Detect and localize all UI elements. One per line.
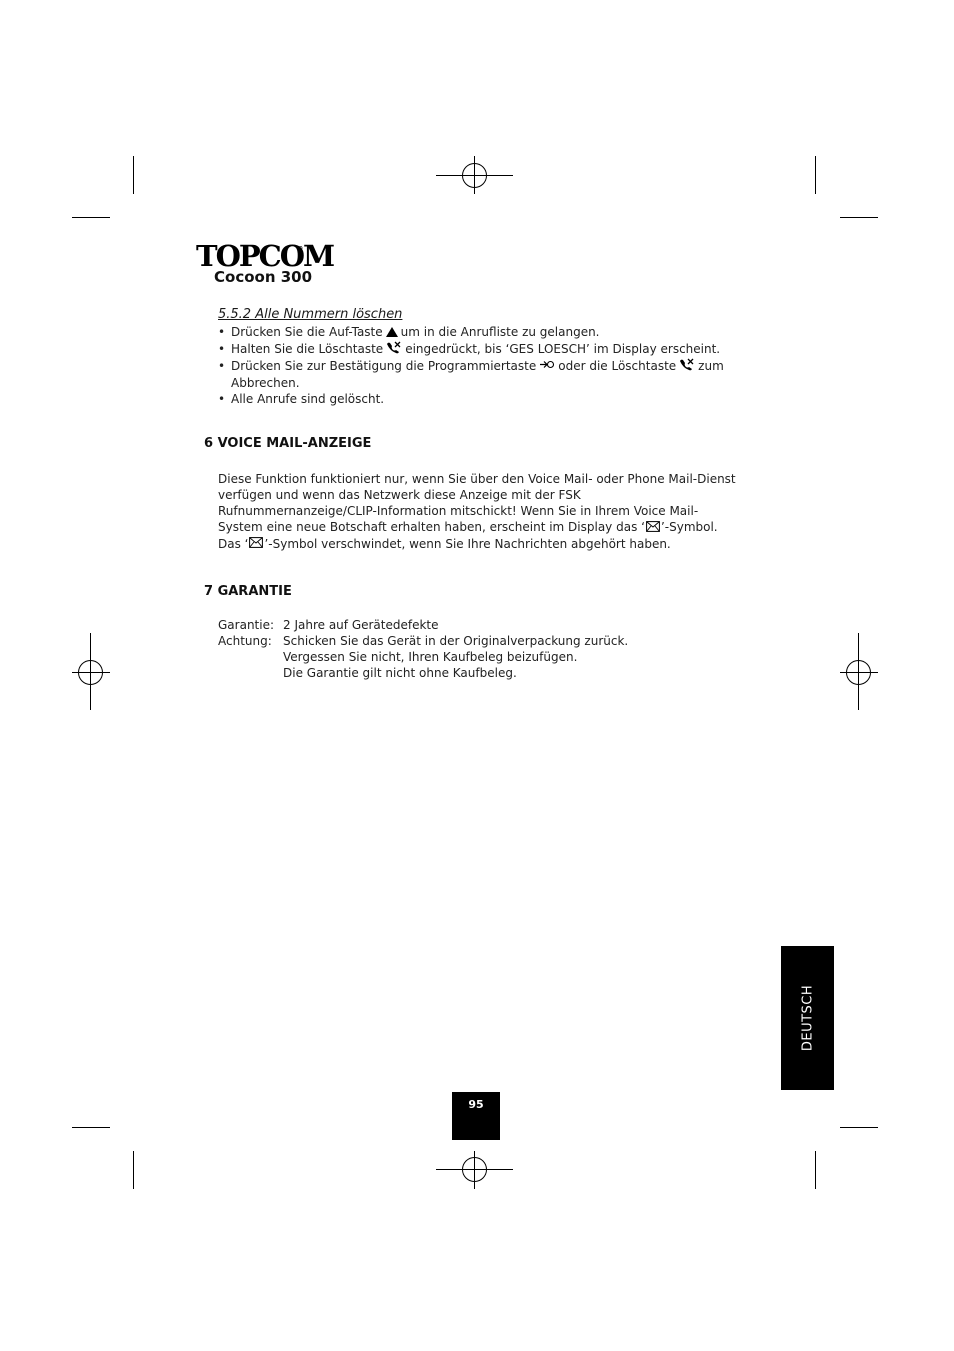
bullet-text: Drücken Sie zur Bestätigung die Programmiertaste <box>231 358 537 373</box>
table-row <box>218 633 628 681</box>
achtung-label: Achtung: <box>218 634 272 648</box>
bullet-text: Drücken Sie die Auf-Taste <box>231 325 383 339</box>
paragraph-text: ’-Symbol. Das ‘ <box>218 520 718 551</box>
delete-phone-icon <box>386 341 402 358</box>
bullet-text: zum Abbrechen. <box>231 358 724 390</box>
garantie-value: 2 Jahre auf Gerätedefekte <box>283 618 439 632</box>
bullet-text: eingedrückt, bis ‘GES LOESCH’ im Display erscheint. <box>405 341 721 356</box>
language-tab-label: DEUTSCH <box>800 984 815 1052</box>
bullet-text: um in die Anrufliste zu gelangen. <box>400 325 600 339</box>
envelope-icon <box>249 536 263 552</box>
section-552-bullets <box>218 324 738 407</box>
page-number: 95 <box>468 1098 484 1111</box>
language-tab <box>781 946 834 1090</box>
list-item <box>218 324 738 341</box>
garantie-heading: 7 GARANTIE <box>204 584 292 599</box>
bullet-text: Halten Sie die Löschtaste <box>231 341 384 356</box>
envelope-icon <box>646 520 660 536</box>
paragraph-text: Diese Funktion funktioniert nur, wenn Sie über den Voice Mail- oder Phone Mail-Dienst verfügen und wenn das Netzwerk diese Anzeige mit der FSK Rufnummernanzeige/CLIP-Information mitschickt! Wenn Sie in Ihrem Voice Mail-System eine neue Botschaft erhalten haben, erscheint im Display das ‘ <box>218 472 736 534</box>
up-arrow-icon <box>386 325 398 341</box>
achtung-line: Vergessen Sie nicht, Ihren Kaufbeleg beizufügen. <box>283 650 578 664</box>
voice-mail-paragraph <box>218 471 738 552</box>
achtung-line: Die Garantie gilt nicht ohne Kaufbeleg. <box>283 666 517 680</box>
achtung-value <box>283 633 628 681</box>
paragraph-text: ’-Symbol verschwindet, wenn Sie Ihre Nachrichten abgehört haben. <box>264 536 671 551</box>
garantie-table <box>218 617 628 681</box>
logo-initial: TOPCOM <box>196 239 334 273</box>
section-552-title: 5.5.2 Alle Nummern löschen <box>218 307 403 322</box>
table-row <box>218 617 628 633</box>
list-item <box>218 358 738 391</box>
program-key-icon <box>539 358 555 375</box>
bullet-text: Alle Anrufe sind gelöscht. <box>231 391 385 406</box>
page-number-box <box>452 1092 500 1140</box>
bullet-text: oder die Löschtaste <box>558 358 677 373</box>
model-name: Cocoon 300 <box>214 268 313 286</box>
voice-mail-heading: 6 VOICE MAIL-ANZEIGE <box>204 436 372 451</box>
list-item <box>218 391 738 407</box>
delete-phone-icon <box>679 358 695 375</box>
list-item <box>218 341 738 358</box>
garantie-label: Garantie: <box>218 618 275 632</box>
topcom-logo <box>196 239 334 273</box>
achtung-line: Schicken Sie das Gerät in der Originalverpackung zurück. <box>283 634 629 648</box>
